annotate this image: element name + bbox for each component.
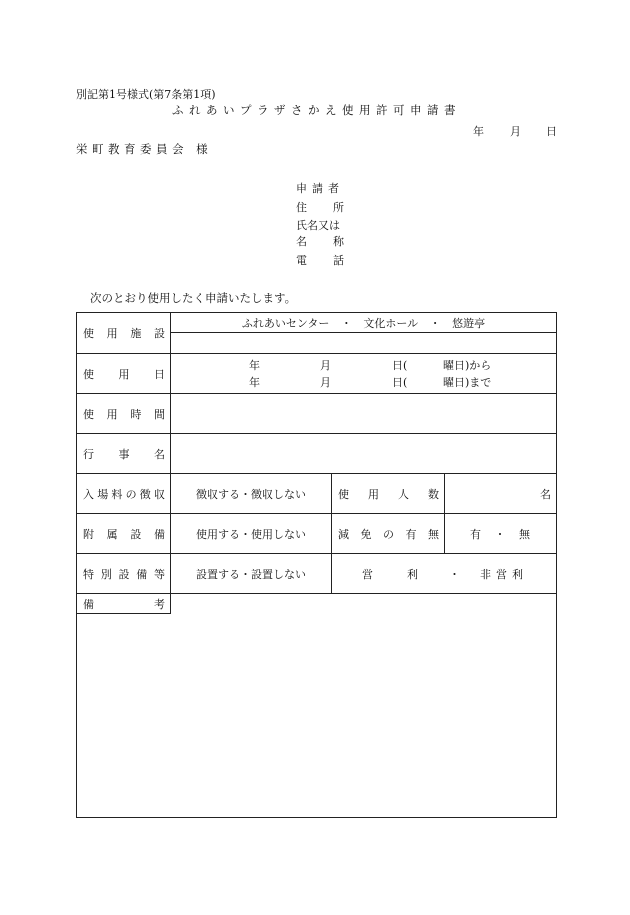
- label-char: 間: [153, 407, 165, 421]
- label-char: 数: [428, 487, 439, 501]
- label-char: 用: [106, 407, 118, 421]
- exemption-label: [338, 514, 439, 553]
- label-char: 日: [154, 367, 165, 381]
- label-char: 用: [118, 367, 130, 381]
- equipment-options[interactable]: 使用する・使用しない: [196, 527, 306, 541]
- label-char: 話: [333, 254, 344, 267]
- label-char: 免: [360, 527, 372, 541]
- label-char: 時: [130, 407, 142, 421]
- label-char: 減: [338, 527, 349, 541]
- people-unit: 名: [540, 487, 551, 501]
- label-char: 用: [368, 487, 379, 501]
- label-char: 無: [428, 527, 439, 541]
- people-count-label: [338, 474, 439, 513]
- label-char: 属: [106, 527, 118, 541]
- label-char: 収: [153, 487, 165, 501]
- date-day-label: 日: [546, 125, 557, 138]
- equipment-label: [83, 514, 165, 553]
- label-char: の: [125, 487, 137, 501]
- label-char: 有: [405, 527, 417, 541]
- label-char: 行: [83, 447, 94, 461]
- label-char: 設: [118, 567, 130, 581]
- applicant-heading: 申請者: [296, 182, 344, 195]
- facility-entry-field[interactable]: [171, 333, 556, 353]
- event-label: [83, 434, 165, 473]
- label-char: 徴: [139, 487, 151, 501]
- from-day: 日(: [392, 359, 408, 372]
- use-time-label: [83, 394, 165, 433]
- profit-option-2: 利: [407, 567, 418, 581]
- form-title: ふれあいプラザさかえ使用許可申請書: [172, 103, 461, 117]
- addressee: 栄町教育委員会 様: [76, 142, 213, 156]
- label-char: 施: [130, 327, 142, 340]
- label-char: 事: [118, 447, 130, 461]
- remarks-label: [83, 594, 165, 613]
- label-char: 設: [153, 327, 165, 340]
- from-weekday: 曜日)から: [443, 359, 492, 372]
- label-char: の: [383, 527, 394, 541]
- date-year-label: 年: [473, 125, 484, 138]
- label-char: 名: [296, 235, 307, 248]
- separator-dot: ・: [494, 527, 506, 541]
- applicant-name-label-1: 氏名又は: [296, 219, 340, 232]
- label-char: 使: [338, 487, 349, 501]
- date-month-label: 月: [510, 125, 521, 138]
- special-equipment-options[interactable]: 設置する・設置しない: [196, 567, 306, 581]
- special-equipment-label: [83, 554, 165, 593]
- fee-options[interactable]: 徴収する・徴収しない: [196, 487, 306, 501]
- exemption-yes[interactable]: 有: [470, 527, 481, 541]
- facility-label: [83, 313, 165, 353]
- to-day: 日(: [392, 376, 408, 389]
- to-year: 年: [249, 376, 260, 389]
- profit-options[interactable]: [332, 554, 556, 593]
- label-char: 使: [83, 367, 94, 381]
- use-time-field[interactable]: [171, 394, 556, 433]
- label-char: 称: [333, 235, 344, 248]
- exemption-options[interactable]: [470, 514, 530, 553]
- label-char: 所: [333, 201, 344, 214]
- facility-options: ふれあいセンター ・ 文化ホール ・ 悠遊亭: [241, 316, 486, 330]
- from-month: 月: [320, 359, 331, 372]
- label-char: 備: [136, 567, 148, 581]
- intro-text: 次のとおり使用したく申請いたします。: [90, 291, 297, 305]
- label-char: 住: [296, 201, 307, 214]
- label-char: 人: [398, 487, 409, 501]
- label-char: 備: [83, 597, 94, 611]
- label-char: 料: [111, 487, 123, 501]
- label-char: 特: [83, 567, 94, 581]
- label-char: 備: [153, 527, 165, 541]
- use-date-to[interactable]: [171, 374, 556, 389]
- to-month: 月: [320, 376, 331, 389]
- label-char: 附: [83, 527, 94, 541]
- label-char: 設: [130, 527, 142, 541]
- label-char: 名: [154, 447, 165, 461]
- event-name-field[interactable]: [171, 434, 556, 473]
- label-char: 入: [83, 487, 94, 501]
- separator-dot: ・: [449, 567, 460, 581]
- label-char: 考: [154, 597, 165, 611]
- fee-label: [83, 474, 165, 513]
- form-number: 別記第1号様式(第7条第1項): [76, 88, 216, 101]
- remarks-field[interactable]: [171, 594, 556, 817]
- label-char: 別: [100, 567, 112, 581]
- label-char: 用: [106, 327, 118, 340]
- use-date-label: [83, 354, 165, 393]
- exemption-no[interactable]: 無: [519, 527, 530, 541]
- label-char: 使: [83, 407, 94, 421]
- profit-option[interactable]: 営: [362, 567, 373, 581]
- people-count-field[interactable]: [445, 474, 556, 513]
- label-char: 電: [296, 254, 307, 267]
- non-profit-option[interactable]: 非営利: [480, 567, 528, 581]
- from-year: 年: [249, 359, 260, 372]
- label-char: 等: [154, 567, 165, 581]
- label-char: 場: [97, 487, 109, 501]
- label-char: 使: [83, 327, 94, 340]
- use-date-from[interactable]: [171, 357, 556, 372]
- to-weekday: 曜日)まで: [443, 376, 492, 389]
